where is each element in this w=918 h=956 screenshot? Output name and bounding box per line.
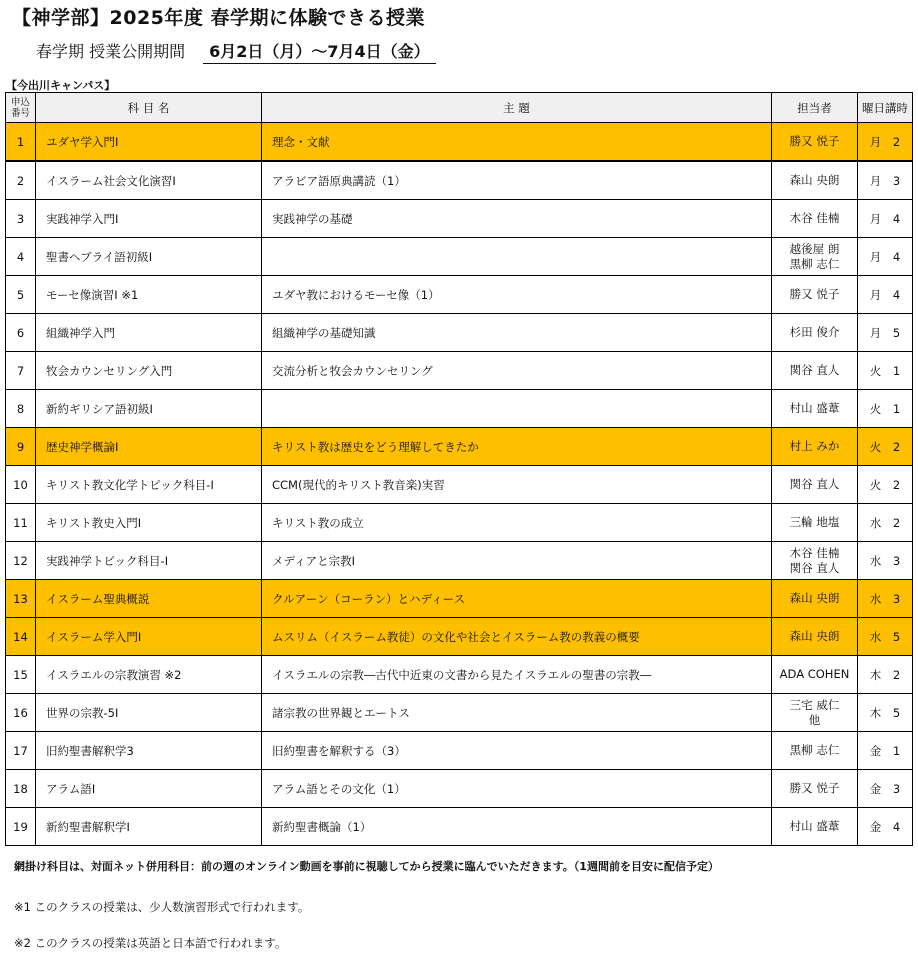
- cell-teacher: [772, 276, 858, 314]
- cell-course-name: ユダヤ学入門Ⅰ: [36, 123, 262, 162]
- teacher-name: 森山 央朗: [789, 629, 840, 643]
- cell-day-period: 木 5: [858, 694, 913, 732]
- cell-course-name: 実践神学入門Ⅰ: [36, 200, 262, 238]
- teacher-name: 関谷 直人: [789, 560, 840, 575]
- table-row: [6, 238, 913, 276]
- cell-day-period: 金 3: [858, 770, 913, 808]
- cell-teacher: [772, 732, 858, 770]
- teacher-name: 杉田 俊介: [789, 325, 840, 339]
- cell-theme: アラビア語原典講読（1）: [262, 161, 772, 200]
- teacher-name: 木谷 佳楠: [789, 545, 840, 560]
- teacher-name: 勝又 悦子: [789, 287, 840, 301]
- table-row: [6, 352, 913, 390]
- schedule-rows: [6, 123, 913, 846]
- cell-course-name: 新約聖書解釈学Ⅰ: [36, 808, 262, 846]
- teacher-name: 森山 央朗: [789, 591, 840, 605]
- table-row: [6, 466, 913, 504]
- cell-day-period: 火 2: [858, 428, 913, 466]
- cell-teacher: [772, 200, 858, 238]
- cell-course-name: モーセ像演習Ⅰ ※1: [36, 276, 262, 314]
- cell-day-period: 金 4: [858, 808, 913, 846]
- table-row: [6, 504, 913, 542]
- cell-application-number: 17: [6, 732, 36, 770]
- cell-application-number: 11: [6, 504, 36, 542]
- table-row: [6, 161, 913, 200]
- cell-theme: クルアーン（コーラン）とハディース: [262, 580, 772, 618]
- cell-day-period: 金 1: [858, 732, 913, 770]
- cell-day-period: 水 3: [858, 542, 913, 580]
- cell-teacher: [772, 618, 858, 656]
- cell-day-period: 火 1: [858, 390, 913, 428]
- teacher-name: ADA COHEN: [779, 667, 850, 681]
- cell-theme: 諸宗教の世界観とエートス: [262, 694, 772, 732]
- teacher-name: 黒柳 志仁: [789, 256, 840, 271]
- header-course-name: 科 目 名: [36, 93, 262, 123]
- cell-day-period: 水 2: [858, 504, 913, 542]
- cell-application-number: 7: [6, 352, 36, 390]
- cell-course-name: 世界の宗教-5Ⅰ: [36, 694, 262, 732]
- cell-theme: 交流分析と牧会カウンセリング: [262, 352, 772, 390]
- table-row: [6, 732, 913, 770]
- table-row: [6, 276, 913, 314]
- cell-theme: [262, 390, 772, 428]
- cell-day-period: 水 3: [858, 580, 913, 618]
- page-title: 【神学部】2025年度 春学期に体験できる授業: [12, 7, 425, 29]
- cell-theme: ユダヤ教におけるモーセ像（1）: [262, 276, 772, 314]
- cell-theme: メディアと宗教Ⅰ: [262, 542, 772, 580]
- cell-teacher: [772, 542, 858, 580]
- teacher-name: 関谷 直人: [789, 363, 840, 377]
- cell-application-number: 8: [6, 390, 36, 428]
- cell-day-period: 月 4: [858, 200, 913, 238]
- cell-application-number: 2: [6, 161, 36, 200]
- cell-course-name: アラム語Ⅰ: [36, 770, 262, 808]
- cell-course-name: キリスト教史入門Ⅰ: [36, 504, 262, 542]
- cell-theme: 旧約聖書を解釈する（3）: [262, 732, 772, 770]
- cell-course-name: 実践神学トピック科目-Ⅰ: [36, 542, 262, 580]
- table-row: [6, 694, 913, 732]
- cell-course-name: イスラーム学入門Ⅰ: [36, 618, 262, 656]
- teacher-name: 勝又 悦子: [789, 134, 840, 148]
- header-day-period: 曜日講時: [858, 93, 913, 123]
- cell-day-period: 木 2: [858, 656, 913, 694]
- table-row: [6, 200, 913, 238]
- cell-course-name: 歴史神学概論Ⅰ: [36, 428, 262, 466]
- cell-teacher: [772, 428, 858, 466]
- teacher-name: 木谷 佳楠: [789, 211, 840, 225]
- cell-teacher: [772, 390, 858, 428]
- cell-course-name: 組織神学入門: [36, 314, 262, 352]
- cell-course-name: 新約ギリシア語初級Ⅰ: [36, 390, 262, 428]
- cell-teacher: [772, 123, 858, 162]
- cell-application-number: 13: [6, 580, 36, 618]
- header-application-number: 申込 番号: [6, 93, 36, 123]
- footnote-1: ※1 このクラスの授業は、少人数演習形式で行われます。: [14, 900, 310, 914]
- campus-label: 【今出川キャンパス】: [6, 79, 116, 92]
- teacher-name: 越後屋 朗: [789, 241, 840, 256]
- table-row: [6, 542, 913, 580]
- cell-application-number: 4: [6, 238, 36, 276]
- cell-application-number: 9: [6, 428, 36, 466]
- teacher-name: 勝又 悦子: [789, 781, 840, 795]
- table-row: [6, 618, 913, 656]
- cell-teacher: [772, 314, 858, 352]
- open-period: [36, 39, 436, 64]
- cell-teacher: [772, 808, 858, 846]
- cell-application-number: 12: [6, 542, 36, 580]
- cell-teacher: [772, 656, 858, 694]
- cell-application-number: 16: [6, 694, 36, 732]
- teacher-name: 三輪 地塩: [789, 515, 840, 529]
- teacher-name: 三宅 威仁: [789, 697, 840, 712]
- cell-course-name: イスラーム社会文化演習Ⅰ: [36, 161, 262, 200]
- cell-teacher: [772, 352, 858, 390]
- cell-day-period: 月 4: [858, 276, 913, 314]
- cell-teacher: [772, 694, 858, 732]
- cell-application-number: 14: [6, 618, 36, 656]
- cell-application-number: 19: [6, 808, 36, 846]
- cell-day-period: 月 3: [858, 161, 913, 200]
- table-row: [6, 656, 913, 694]
- teacher-name: 村山 盛葦: [789, 401, 840, 415]
- cell-theme: CCM(現代的キリスト教音楽)実習: [262, 466, 772, 504]
- cell-application-number: 1: [6, 123, 36, 162]
- cell-theme: 組織神学の基礎知識: [262, 314, 772, 352]
- table-header-row: [6, 93, 913, 123]
- cell-application-number: 5: [6, 276, 36, 314]
- cell-application-number: 18: [6, 770, 36, 808]
- teacher-name: 黒柳 志仁: [789, 743, 840, 757]
- teacher-name: 他: [808, 712, 821, 727]
- teacher-name: 村上 みか: [789, 439, 840, 453]
- cell-theme: 実践神学の基礎: [262, 200, 772, 238]
- cell-theme: キリスト教は歴史をどう理解してきたか: [262, 428, 772, 466]
- table-row: [6, 390, 913, 428]
- cell-teacher: [772, 770, 858, 808]
- open-period-label: 春学期 授業公開期間: [36, 42, 186, 61]
- cell-application-number: 6: [6, 314, 36, 352]
- cell-application-number: 3: [6, 200, 36, 238]
- online-legend-note: 網掛け科目は、対面ネット併用科目：前の週のオンライン動画を事前に視聴してから授業に臨んでいただきます。（1週間前を目安に配信予定）: [14, 860, 719, 873]
- cell-theme: [262, 238, 772, 276]
- cell-course-name: 聖書ヘブライ語初級Ⅰ: [36, 238, 262, 276]
- cell-theme: 理念・文献: [262, 123, 772, 162]
- table-row: [6, 314, 913, 352]
- header-theme: 主 題: [262, 93, 772, 123]
- cell-day-period: 月 5: [858, 314, 913, 352]
- schedule-table: [5, 92, 913, 846]
- footnote-2: ※2 このクラスの授業は英語と日本語で行われます。: [14, 936, 287, 950]
- cell-course-name: キリスト教文化学トピック科目-Ⅰ: [36, 466, 262, 504]
- teacher-name: 森山 央朗: [789, 173, 840, 187]
- table-row: [6, 123, 913, 162]
- cell-theme: 新約聖書概論（1）: [262, 808, 772, 846]
- cell-course-name: 旧約聖書解釈学3: [36, 732, 262, 770]
- table-row: [6, 808, 913, 846]
- cell-application-number: 15: [6, 656, 36, 694]
- cell-day-period: 水 5: [858, 618, 913, 656]
- table-row: [6, 770, 913, 808]
- teacher-name: 関谷 直人: [789, 477, 840, 491]
- cell-theme: イスラエルの宗教―古代中近東の文書から見たイスラエルの聖書の宗教―: [262, 656, 772, 694]
- cell-theme: キリスト教の成立: [262, 504, 772, 542]
- cell-teacher: [772, 580, 858, 618]
- cell-teacher: [772, 161, 858, 200]
- cell-day-period: 月 4: [858, 238, 913, 276]
- cell-teacher: [772, 466, 858, 504]
- cell-course-name: 牧会カウンセリング入門: [36, 352, 262, 390]
- table-row: [6, 580, 913, 618]
- teacher-name: 村山 盛葦: [789, 819, 840, 833]
- cell-application-number: 10: [6, 466, 36, 504]
- header-teacher: 担当者: [772, 93, 858, 123]
- cell-day-period: 火 1: [858, 352, 913, 390]
- cell-theme: アラム語とその文化（1）: [262, 770, 772, 808]
- cell-theme: ムスリム（イスラーム教徒）の文化や社会とイスラーム教の教義の概要: [262, 618, 772, 656]
- open-period-dates: 6月2日（月）～7月4日（金）: [203, 39, 436, 64]
- table-row: [6, 428, 913, 466]
- cell-course-name: イスラーム聖典概説: [36, 580, 262, 618]
- cell-day-period: 火 2: [858, 466, 913, 504]
- cell-teacher: [772, 504, 858, 542]
- cell-course-name: イスラエルの宗教演習 ※2: [36, 656, 262, 694]
- cell-day-period: 月 2: [858, 123, 913, 162]
- cell-teacher: [772, 238, 858, 276]
